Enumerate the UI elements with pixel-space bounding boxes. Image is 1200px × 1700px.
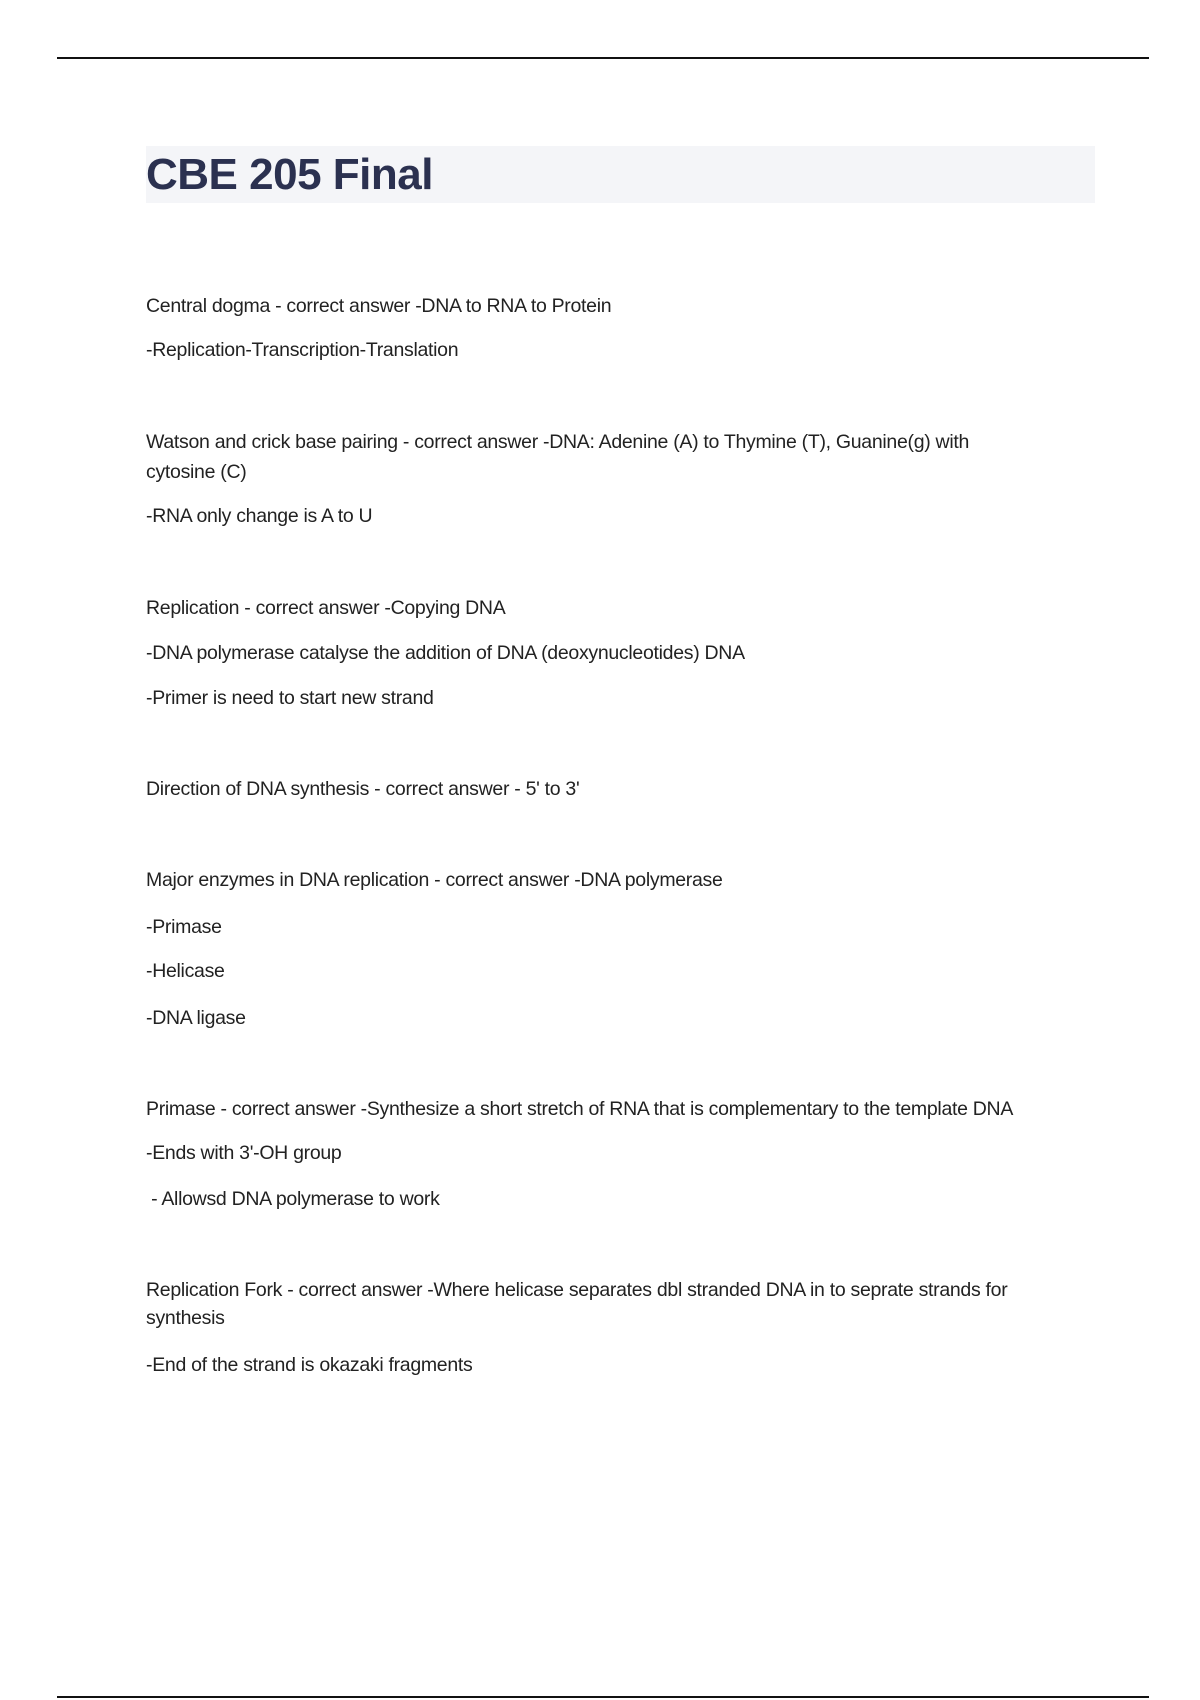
page-title: CBE 205 Final xyxy=(146,150,433,199)
text-line: -Helicase xyxy=(146,960,225,982)
text-line: -Primase xyxy=(146,916,222,938)
text-line: -DNA ligase xyxy=(146,1007,246,1029)
text-line: Replication Fork - correct answer -Where helicase separates dbl stranded DNA in to seprate strands for xyxy=(146,1279,1008,1301)
text-line: Central dogma - correct answer -DNA to RNA to Protein xyxy=(146,295,612,317)
text-line: Major enzymes in DNA replication - correct answer -DNA polymerase xyxy=(146,869,723,891)
top-rule xyxy=(57,57,1149,59)
text-line: Watson and crick base pairing - correct answer -DNA: Adenine (A) to Thymine (T), Guanine(g) with xyxy=(146,431,970,453)
bottom-rule xyxy=(57,1696,1149,1698)
text-line: -Replication-Transcription-Translation xyxy=(146,339,459,361)
text-line: - Allowsd DNA polymerase to work xyxy=(146,1188,440,1210)
text-line: synthesis xyxy=(146,1307,225,1329)
text-line: Direction of DNA synthesis - correct answer - 5' to 3' xyxy=(146,778,580,800)
text-line: -RNA only change is A to U xyxy=(146,505,373,527)
text-line: -DNA polymerase catalyse the addition of DNA (deoxynucleotides) DNA xyxy=(146,642,745,664)
text-line: -End of the strand is okazaki fragments xyxy=(146,1354,473,1376)
text-line: -Ends with 3'-OH group xyxy=(146,1142,342,1164)
text-line: Primase - correct answer -Synthesize a short stretch of RNA that is complementary to the template DNA xyxy=(146,1098,1014,1120)
text-line: -Primer is need to start new strand xyxy=(146,687,434,709)
text-line: Replication - correct answer -Copying DNA xyxy=(146,597,506,619)
text-line: cytosine (C) xyxy=(146,461,247,483)
